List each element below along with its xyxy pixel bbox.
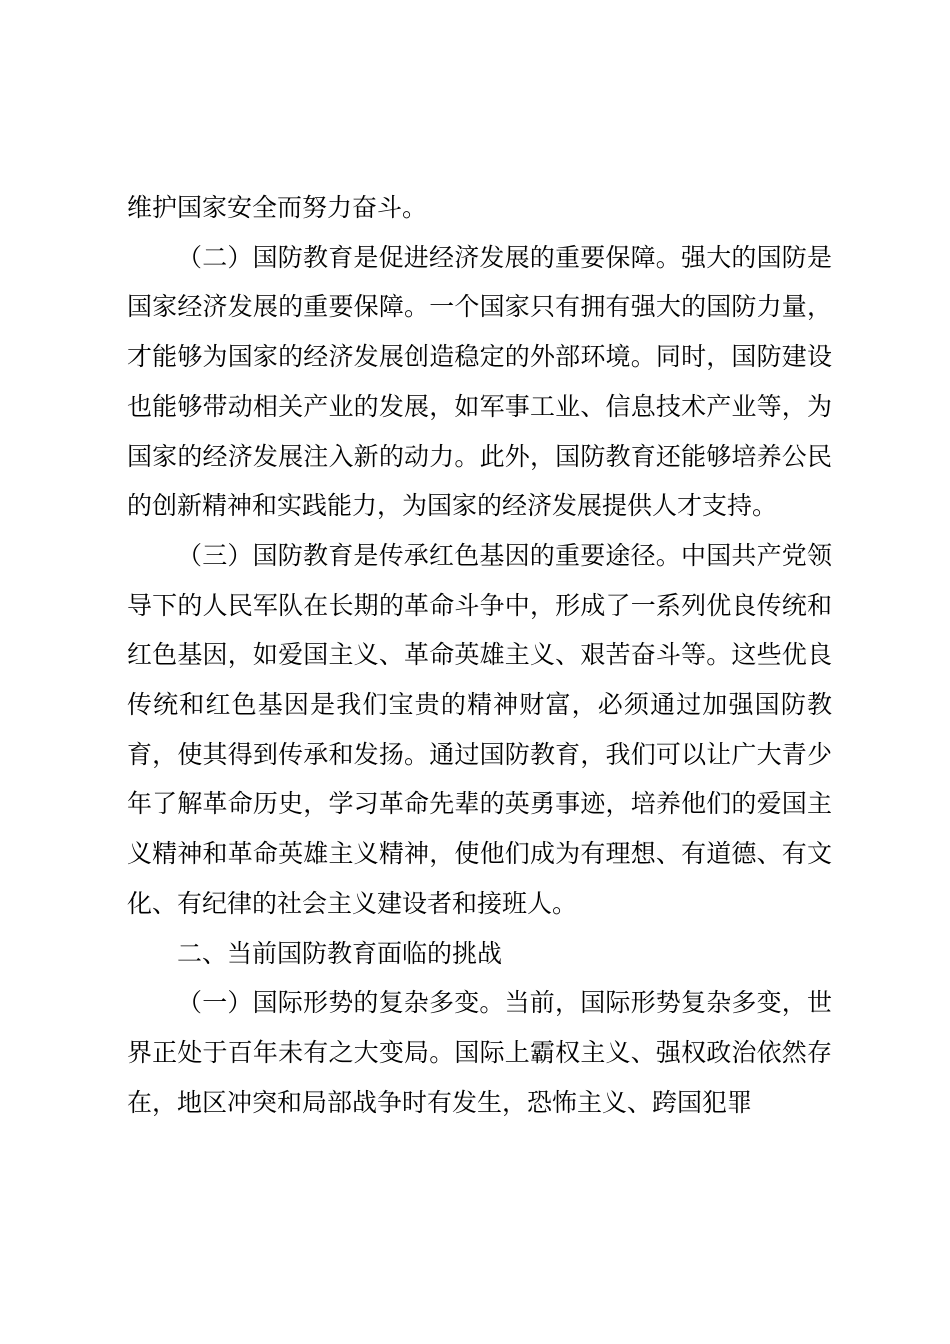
document-body bbox=[127, 183, 832, 1127]
paragraph-continuation: 维护国家安全而努力奋斗。 bbox=[127, 193, 428, 222]
section-heading-2: 二、当前国防教育面临的挑战 bbox=[177, 938, 503, 968]
paragraph-section-1-3: （三）国防教育是传承红色基因的重要途径。中国共产党领导下的人民军队在长期的革命斗争中，形成了一系列优良传统和红色基因，如爱国主义、革命英雄主义、艰苦奋斗等。这些优良传统和红色基因是我们宝贵的精神财富，必须通过加强国防教育，使其得到传承和发扬。通过国防教育，我们可以让广大青少年了解革命历史，学习革命先辈的英勇事迹，培养他们的爱国主义精神和革命英雄主义精神，使他们成为有理想、有道德、有文化、有纪律的社会主义建设者和接班人。 bbox=[127, 540, 832, 918]
paragraph-section-2-1: （一）国际形势的复杂多变。当前，国际形势复杂多变，世界正处于百年未有之大变局。国际上霸权主义、强权政治依然存在，地区冲突和局部战争时有发生，恐怖主义、跨国犯罪 bbox=[127, 988, 832, 1117]
paragraph-section-1-2: （二）国防教育是促进经济发展的重要保障。强大的国防是国家经济发展的重要保障。一个国家只有拥有强大的国防力量，才能够为国家的经济发展创造稳定的外部环境。同时，国防建设也能够带动相关产业的发展，如军事工业、信息技术产业等，为国家的经济发展注入新的动力。此外，国防教育还能够培养公民的创新精神和实践能力，为国家的经济发展提供人才支持。 bbox=[127, 242, 832, 521]
